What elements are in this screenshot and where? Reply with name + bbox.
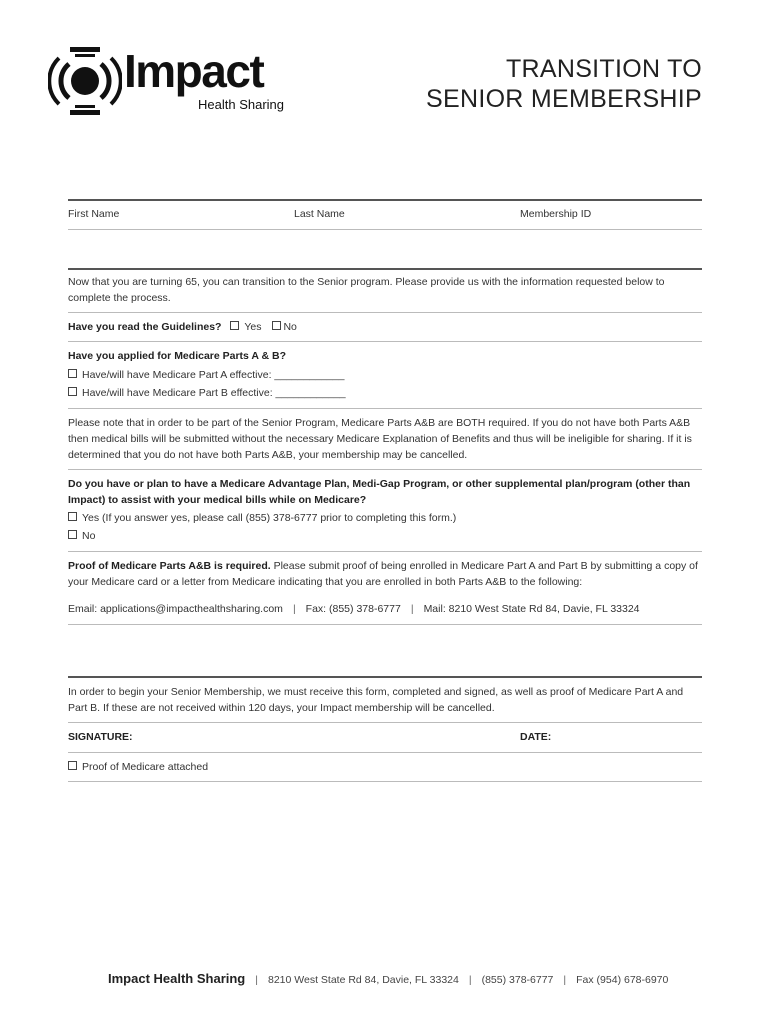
divider bbox=[68, 341, 702, 342]
divider bbox=[68, 312, 702, 313]
guidelines-yes-checkbox[interactable] bbox=[230, 321, 239, 330]
contact-fax: Fax: (855) 378-6777 bbox=[305, 603, 401, 615]
divider bbox=[68, 408, 702, 409]
logo-subtitle: Health Sharing bbox=[198, 97, 284, 112]
guidelines-yes-label: Yes bbox=[244, 321, 262, 333]
last-name-label: Last Name bbox=[294, 208, 345, 220]
medicare-part-a-option bbox=[68, 367, 702, 383]
logo bbox=[48, 44, 308, 118]
date-label: DATE: bbox=[520, 731, 552, 743]
footer-phone: (855) 378-6777 bbox=[481, 974, 554, 986]
medicare-question: Have you applied for Medicare Parts A & B? bbox=[68, 350, 287, 362]
advantage-no-checkbox[interactable] bbox=[68, 530, 77, 539]
intro-text: Now that you are turning 65, you can transition to the Senior program. Please provide us with the information requested below to complete the process. bbox=[68, 276, 665, 304]
divider bbox=[68, 676, 702, 678]
divider bbox=[68, 624, 702, 625]
guidelines-no-label: No bbox=[283, 321, 297, 333]
advantage-no-label: No bbox=[82, 530, 96, 542]
divider bbox=[68, 722, 702, 723]
proof-text bbox=[68, 558, 702, 590]
divider bbox=[68, 199, 702, 201]
footer-name: Impact Health Sharing bbox=[108, 971, 246, 986]
signature-label: SIGNATURE: bbox=[68, 731, 133, 743]
divider bbox=[68, 551, 702, 552]
part-b-label: Have/will have Medicare Part B effective: ____________ bbox=[82, 387, 346, 399]
contact-mail: Mail: 8210 West State Rd 84, Davie, FL 33324 bbox=[423, 603, 640, 615]
guidelines-row bbox=[68, 319, 702, 335]
logo-wordmark: Impact bbox=[124, 45, 264, 97]
impact-logo-icon bbox=[48, 44, 122, 118]
divider bbox=[68, 781, 702, 782]
medicare-part-b-option bbox=[68, 385, 702, 401]
part-a-checkbox[interactable] bbox=[68, 369, 77, 378]
footer-fax: Fax (954) 678-6970 bbox=[576, 974, 669, 986]
page-title bbox=[426, 54, 702, 114]
advantage-yes-label: Yes (If you answer yes, please call (855) 378-6777 prior to completing this form.) bbox=[82, 512, 457, 524]
divider bbox=[68, 469, 702, 470]
attached-checkbox[interactable] bbox=[68, 761, 77, 770]
footer: Impact Health Sharing | 8210 West State Rd 84, Davie, FL 33324 | (855) 378-6777 | Fax (954) 678-6970 bbox=[108, 971, 669, 986]
part-b-checkbox[interactable] bbox=[68, 387, 77, 396]
divider bbox=[68, 752, 702, 753]
advantage-yes-option bbox=[68, 510, 702, 526]
membership-id-label: Membership ID bbox=[520, 208, 592, 220]
first-name-label: First Name bbox=[68, 208, 120, 220]
attached-label: Proof of Medicare attached bbox=[82, 761, 209, 773]
footer-address: 8210 West State Rd 84, Davie, FL 33324 bbox=[267, 974, 459, 986]
contact-row: Email: applications@impacthealthsharing.com | Fax: (855) 378-6777 | Mail: 8210 West State Rd 84, Davie, FL 33324 bbox=[68, 603, 640, 615]
advantage-yes-checkbox[interactable] bbox=[68, 512, 77, 521]
title-line-2: SENIOR MEMBERSHIP bbox=[426, 85, 702, 113]
title-line-1: TRANSITION TO bbox=[505, 55, 702, 83]
attached-option bbox=[68, 759, 702, 775]
contact-email: Email: applications@impacthealthsharing.com bbox=[68, 603, 283, 615]
part-a-label: Have/will have Medicare Part A effective: ____________ bbox=[82, 369, 345, 381]
guidelines-question: Have you read the Guidelines? bbox=[68, 321, 222, 333]
note-text: Please note that in order to be part of the Senior Program, Medicare Parts A&B are BOTH required. If you do not have both Parts A&B then medical bills will be submitted without the necessary Medicare Explanation of Benefits and thus will be ineligible for sharing. If it is determined that you do not have both Parts A&B, your membership may be cancelled. bbox=[68, 417, 692, 461]
closing-text: In order to begin your Senior Membership, we must receive this form, completed and signed, as well as proof of Medicare Part A and Part B. If these are not received within 120 days, your Impact membership will be cancelled. bbox=[68, 686, 684, 714]
proof-bold: Proof of Medicare Parts A&B is required. bbox=[68, 560, 271, 572]
advantage-no-option bbox=[68, 528, 702, 544]
proof-body: Please submit proof of being enrolled in Medicare Part A and Part B by submitting a copy of your Medicare card or a letter from Medicare indicating that you are enrolled in both Parts A&B to the following: bbox=[68, 560, 698, 588]
divider bbox=[68, 268, 702, 270]
guidelines-no-checkbox[interactable] bbox=[272, 321, 281, 330]
advantage-question: Do you have or plan to have a Medicare Advantage Plan, Medi-Gap Program, or other supplemental plan/program (other than Impact) to assist with your medical bills while on Medicare? bbox=[68, 478, 691, 506]
divider bbox=[68, 229, 702, 230]
